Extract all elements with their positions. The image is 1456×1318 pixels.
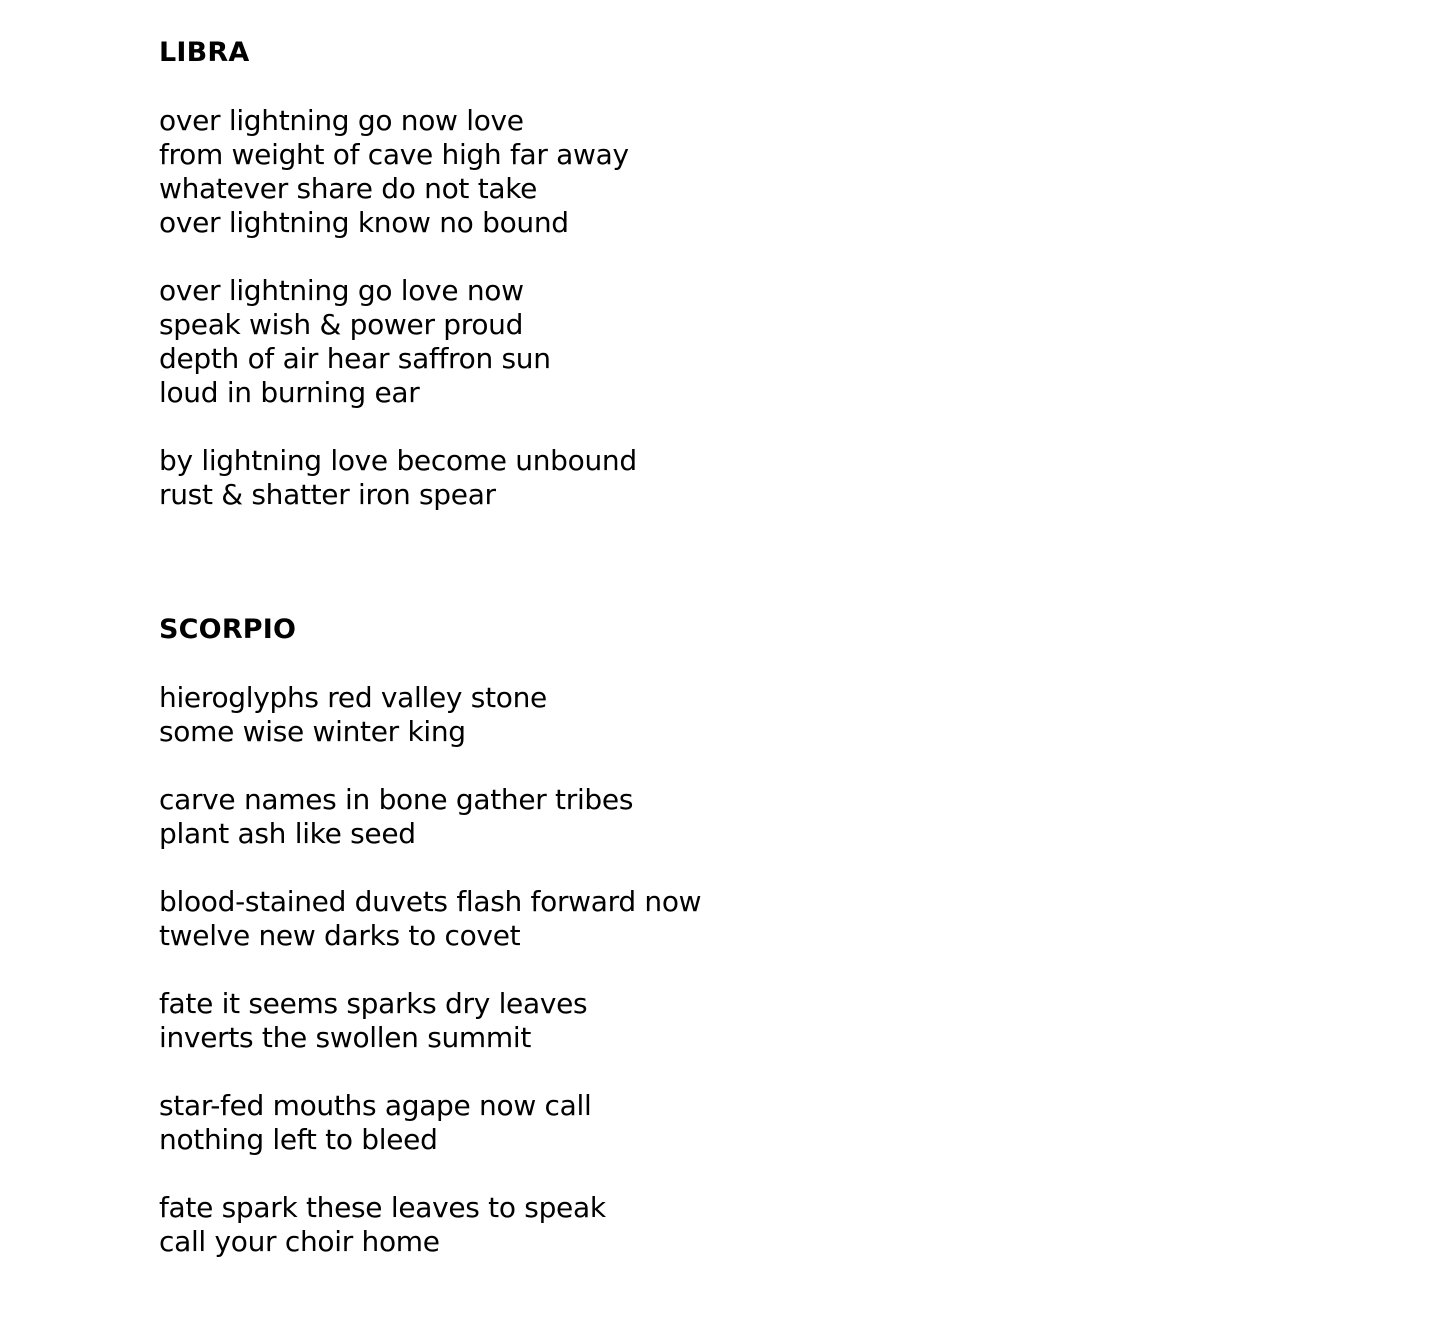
poem-title: SCORPIO — [159, 614, 297, 645]
poem-line: rust & shatter iron spear — [159, 478, 496, 511]
poem-line: from weight of cave high far away — [159, 138, 629, 171]
stanza — [159, 104, 859, 240]
poem-line: call your choir home — [159, 1225, 440, 1258]
poem-libra — [159, 36, 859, 512]
poem-line: loud in burning ear — [159, 376, 420, 409]
stanza — [159, 681, 859, 749]
poem-line: depth of air hear saffron sun — [159, 342, 551, 375]
stanza — [159, 1089, 859, 1157]
poem-line: nothing left to bleed — [159, 1123, 438, 1156]
poem-line: by lightning love become unbound — [159, 444, 637, 477]
stanza — [159, 444, 859, 512]
stanza — [159, 987, 859, 1055]
poem-line: over lightning go now love — [159, 104, 524, 137]
poem-line: inverts the swollen summit — [159, 1021, 532, 1054]
stanza — [159, 885, 859, 953]
poem-line: star-fed mouths agape now call — [159, 1089, 592, 1122]
poem-line: plant ash like seed — [159, 817, 416, 850]
poem-line: over lightning go love now — [159, 274, 524, 307]
stanza — [159, 274, 859, 410]
poem-line: over lightning know no bound — [159, 206, 569, 239]
stanza — [159, 783, 859, 851]
poem-line: carve names in bone gather tribes — [159, 783, 634, 816]
poem-line: twelve new darks to covet — [159, 919, 521, 952]
poem-line: fate it seems sparks dry leaves — [159, 987, 588, 1020]
poem-line: blood-stained duvets flash forward now — [159, 885, 702, 918]
poem-line: some wise winter king — [159, 715, 466, 748]
poem-scorpio — [159, 613, 859, 1259]
poem-line: hieroglyphs red valley stone — [159, 681, 547, 714]
poem-line: fate spark these leaves to speak — [159, 1191, 606, 1224]
stanza — [159, 1191, 859, 1259]
poem-line: whatever share do not take — [159, 172, 538, 205]
poem-title: LIBRA — [159, 37, 250, 68]
poem-line: speak wish & power proud — [159, 308, 524, 341]
